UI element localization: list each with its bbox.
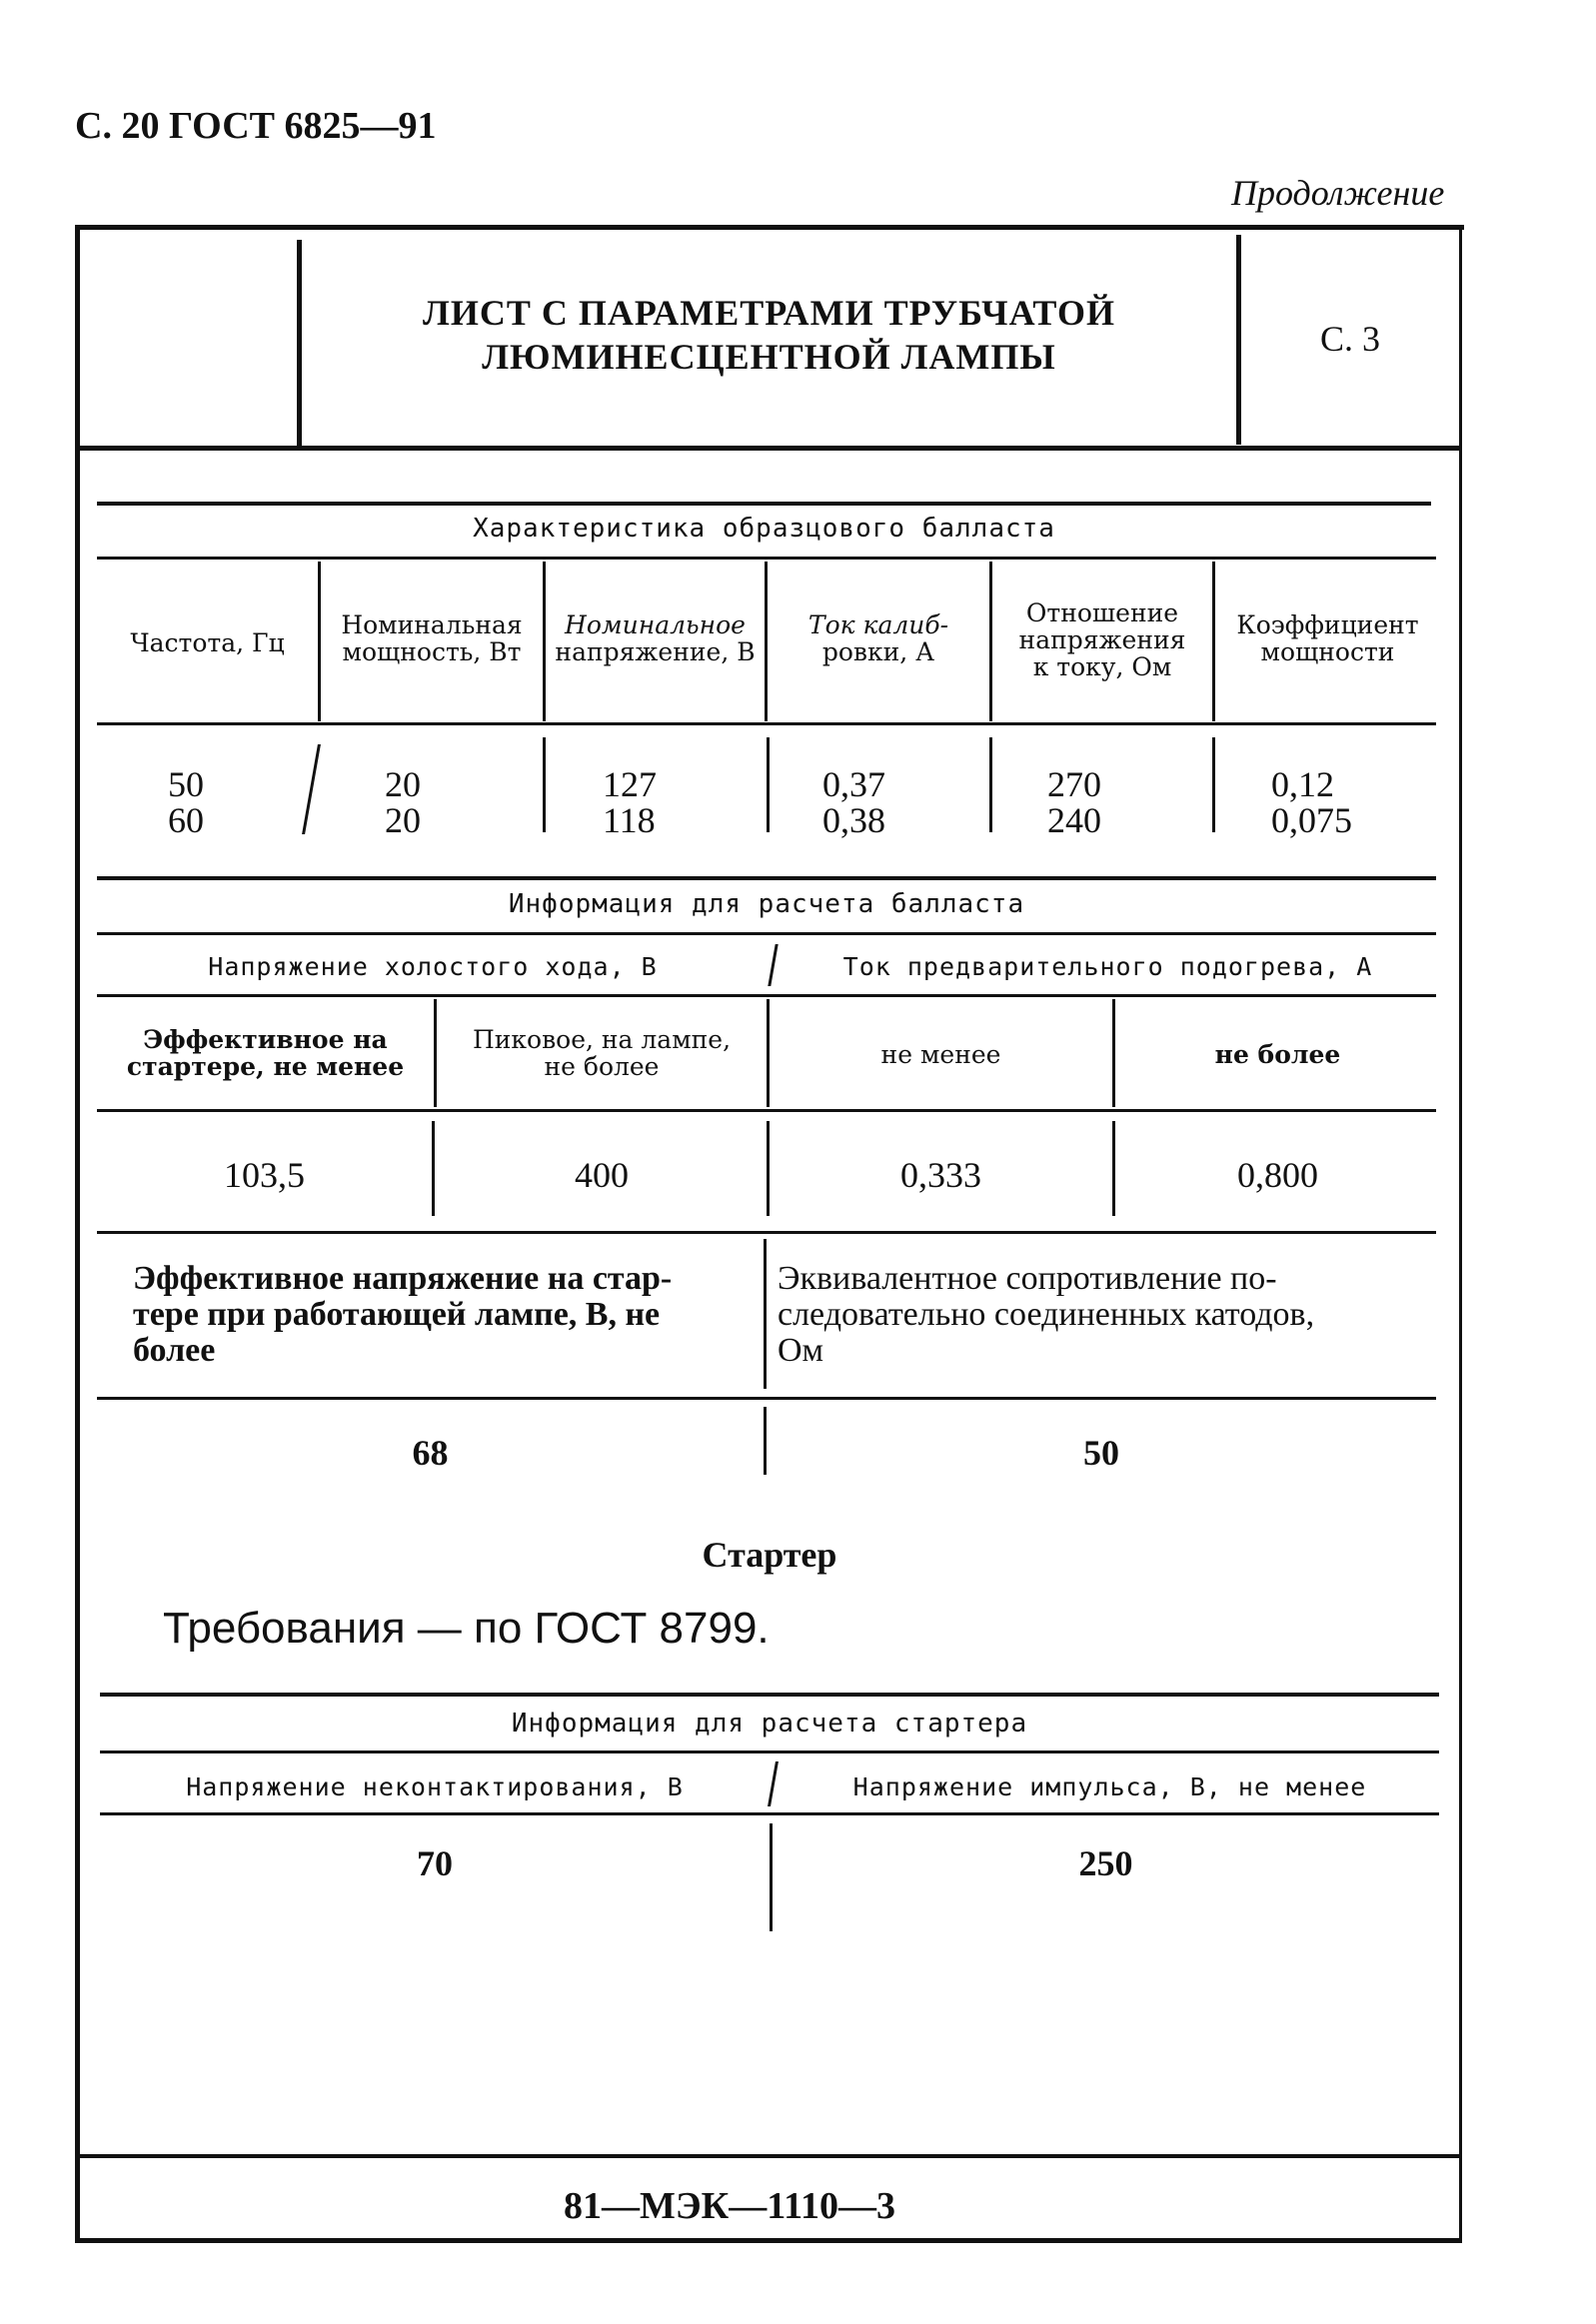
value-rated-voltage (603, 766, 657, 838)
cell-value: 0,075 (1271, 800, 1352, 840)
col-header-rated-voltage (546, 611, 765, 665)
value-pulse-voltage: 250 (1078, 1843, 1133, 1883)
cell-value: 20 (385, 764, 421, 804)
col-header-line: Отношение (1025, 598, 1179, 627)
ballast-calc-caption-rule (97, 932, 1436, 935)
running-head: С. 20 ГОСТ 6825—91 (75, 105, 437, 147)
value-voltage-current-ratio (1047, 766, 1101, 838)
starter-calc-header-rule (100, 1812, 1439, 1815)
ballast-ref-top-rule (97, 502, 1431, 506)
value-divider (432, 1121, 435, 1216)
value-divider (1212, 737, 1215, 832)
sheet-number: С. 3 (1319, 319, 1380, 359)
frame-left-rule (75, 225, 80, 2243)
col-header-line: напряжения (1018, 625, 1186, 654)
sub-header-line: не более (1214, 1040, 1341, 1069)
value-preheat-min: 0,333 (900, 1155, 981, 1195)
continuation-label: Продолжение (1231, 173, 1445, 213)
col-header-line: Частота, Гц (130, 628, 285, 657)
cell-value: 240 (1047, 800, 1101, 840)
sub-header-starter-effective (97, 1026, 434, 1080)
col-header-line: Ток калиб- (807, 610, 949, 639)
value-divider (767, 737, 770, 832)
cell-value: 0,37 (822, 764, 885, 804)
cell-value: 50 (168, 764, 204, 804)
value-divider (302, 744, 321, 834)
cell-value: 20 (385, 800, 421, 840)
starter-calc-top-rule (100, 1693, 1439, 1697)
open-circuit-voltage-header: Напряжение холостого хода, В (208, 952, 658, 981)
operating-top-rule (97, 1231, 1436, 1234)
cell-value: 60 (168, 800, 204, 840)
operating-right-text (778, 1261, 1442, 1369)
value-rated-power (385, 766, 421, 838)
value-divider (543, 737, 546, 832)
starter-heading: Стартер (702, 1535, 837, 1575)
sub-header-lamp-peak (437, 1026, 767, 1080)
sub-header-not-more (1115, 1041, 1440, 1068)
frame-right-rule (1459, 225, 1462, 2243)
operating-divider (764, 1239, 767, 1389)
col-header-power-factor (1215, 611, 1440, 665)
starter-requirement: Требования — по ГОСТ 8799. (163, 1604, 770, 1653)
text-line: Ом (778, 1332, 824, 1369)
cell-value: 0,38 (822, 800, 885, 840)
ballast-calc-sub-rule (97, 1109, 1436, 1112)
text-line: более (133, 1332, 216, 1369)
preheat-current-header: Ток предварительного подогрева, А (842, 952, 1373, 981)
value-starter-effective: 103,5 (224, 1155, 305, 1195)
text-line: следовательно соединенных катодов, (778, 1296, 1315, 1333)
col-header-line: мощности (1260, 637, 1395, 666)
value-starter-operating-voltage: 68 (412, 1433, 449, 1473)
text-line: тере при работающей лампе, В, не (133, 1296, 661, 1333)
col-header-frequency (97, 629, 318, 656)
ballast-calc-group-rule (97, 994, 1436, 997)
col-header-pulse-voltage: Напряжение импульса, В, не менее (852, 1772, 1367, 1801)
ballast-ref-caption: Характеристика образцового балласта (473, 514, 1055, 544)
col-header-line: Номинальное (565, 610, 746, 639)
value-non-contact-voltage: 70 (417, 1843, 453, 1883)
value-cathode-resistance: 50 (1083, 1433, 1119, 1473)
text-line: Эффективное напряжение на стар- (133, 1260, 673, 1297)
footer-code: 81—МЭК—1110—3 (564, 2185, 895, 2227)
sub-header-line: не более (544, 1052, 660, 1081)
col-header-rated-power (321, 611, 543, 665)
ballast-ref-header-rule (97, 722, 1436, 725)
frame-bottom-rule (75, 2238, 1462, 2243)
col-header-calibration-current (768, 611, 989, 665)
value-lamp-peak: 400 (575, 1155, 629, 1195)
sub-header-line: Эффективное на (143, 1025, 388, 1054)
col-header-line: Коэффициент (1236, 610, 1419, 639)
group-divider (768, 944, 778, 986)
cell-value: 118 (603, 800, 656, 840)
sheet-title-line1: ЛИСТ С ПАРАМЕТРАМИ ТРУБЧАТОЙ (423, 293, 1115, 333)
starter-calc-caption: Информация для расчета стартера (511, 1709, 1028, 1739)
frame-top-rule (75, 225, 1464, 230)
starter-calc-caption-rule (100, 1750, 1439, 1753)
value-divider (989, 737, 992, 832)
col-header-line: ровки, А (821, 637, 935, 666)
col-header-voltage-current-ratio (992, 599, 1212, 680)
text-line: Эквивалентное сопротивление по- (778, 1260, 1277, 1297)
sheet-title-line2: ЛЮМИНЕСЦЕНТНОЙ ЛАМПЫ (482, 337, 1056, 377)
ballast-calc-top-rule (97, 876, 1436, 880)
cell-value: 127 (603, 764, 657, 804)
operating-left-text (133, 1261, 743, 1369)
header-bottom-rule (80, 446, 1459, 451)
value-power-factor (1271, 766, 1352, 838)
col-header-line: напряжение, В (555, 637, 756, 666)
sub-header-line: не менее (880, 1040, 1001, 1069)
cell-value: 270 (1047, 764, 1101, 804)
operating-mid-rule (97, 1397, 1436, 1400)
ballast-calc-caption: Информация для расчета балласта (508, 889, 1025, 919)
sub-header-not-less (770, 1041, 1112, 1068)
col-header-non-contact-voltage: Напряжение неконтактирования, В (186, 1772, 684, 1801)
col-header-line: к току, Ом (1032, 652, 1172, 681)
sub-header-line: стартере, не менее (126, 1052, 405, 1081)
footer-rule (80, 2154, 1459, 2158)
value-frequency (168, 766, 204, 838)
value-calibration-current (822, 766, 885, 838)
ballast-ref-caption-rule (97, 557, 1436, 560)
sub-header-line: Пиковое, на лампе, (472, 1025, 732, 1054)
cell-value: 0,12 (1271, 764, 1334, 804)
col-header-line: мощность, Вт (342, 637, 522, 666)
col-header-line: Номинальная (341, 610, 523, 639)
value-preheat-max: 0,800 (1237, 1155, 1318, 1195)
